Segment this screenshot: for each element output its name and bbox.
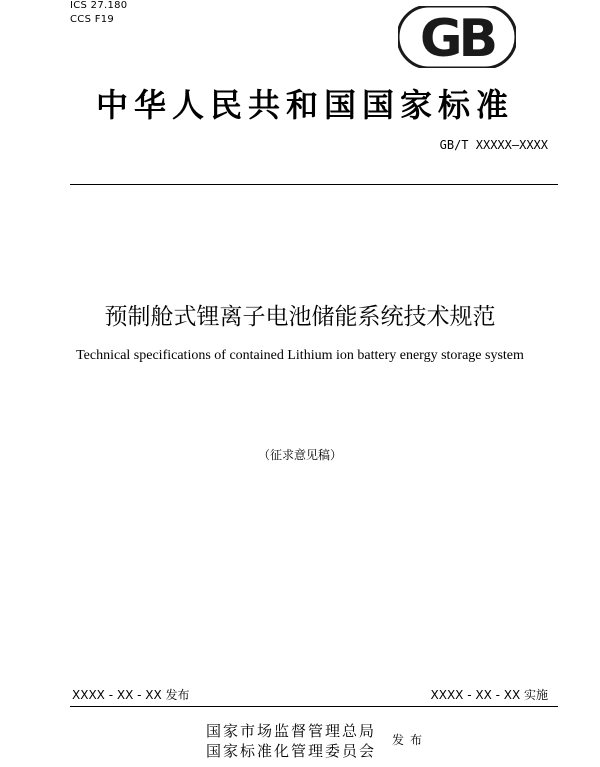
issue-date: XXXX - XX - XX 发布	[72, 688, 190, 702]
implementation-date: XXXX - XX - XX 实施	[430, 688, 548, 702]
document-title-en: Technical specifications of contained Lithium ion battery energy storage system	[76, 348, 524, 363]
header-divider	[70, 184, 558, 185]
publish-label: 发布	[392, 733, 429, 747]
document-title-cn: 预制舱式锂离子电池储能系统技术规范	[104, 304, 496, 330]
issuer-sac: 国家标准化管理委员会	[206, 742, 377, 760]
draft-note: （征求意见稿）	[257, 448, 342, 462]
national-standard-title: 中华人民共和国国家标准	[95, 86, 514, 124]
ics-code: ICS 27.180	[70, 0, 128, 11]
gb-logo	[398, 6, 516, 68]
issuer-samr: 国家市场监督管理总局	[206, 722, 377, 740]
gb-logo-text: GB	[419, 9, 495, 68]
ccs-code: CCS F19	[70, 14, 115, 25]
footer-divider	[70, 706, 558, 707]
standard-number: GB/T XXXXX—XXXX	[439, 138, 548, 152]
